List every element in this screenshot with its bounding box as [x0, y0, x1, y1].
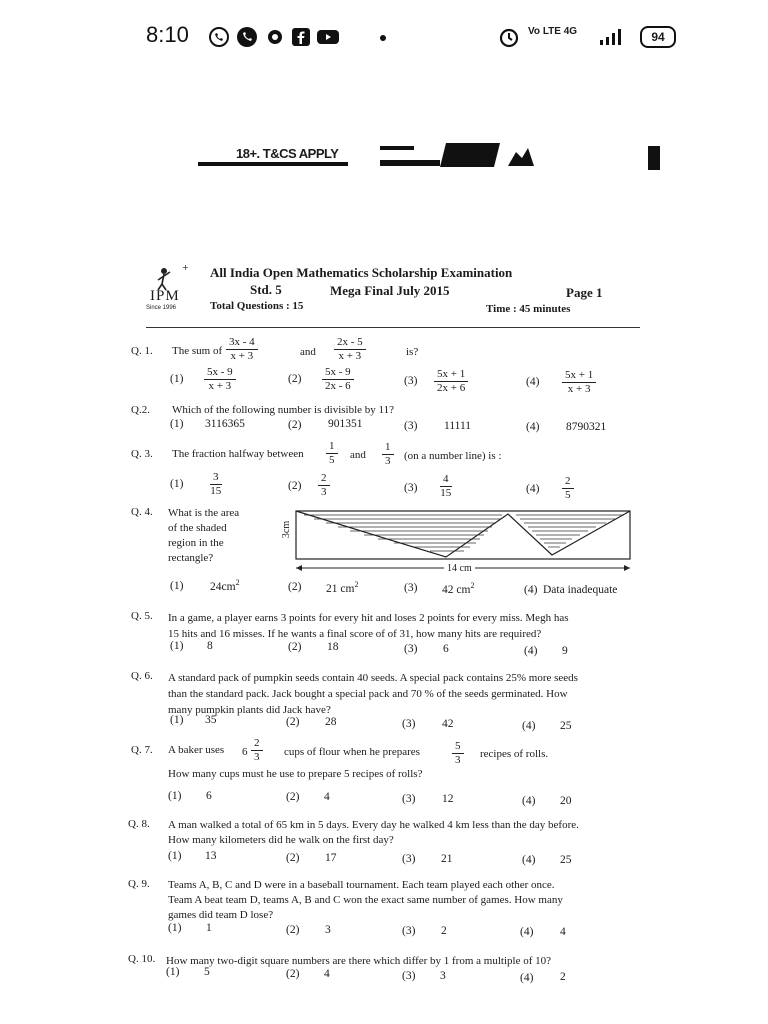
option-value[interactable]: $24cm^2$ [210, 578, 240, 593]
standard-label: Std. 5 [250, 282, 282, 297]
option-label[interactable]: (4) [526, 376, 540, 388]
question-text-block: A man walked a total of 65 km in 5 days. Every day he walked 4 km less than the day before. How many kilometers did he walk on the first day? [168, 819, 579, 846]
option-value[interactable]: Data inadequate [543, 584, 618, 596]
ad-banner-bar [198, 162, 348, 166]
option-value[interactable]: 4 [560, 926, 566, 938]
question-number: Q. 4. [131, 506, 153, 518]
option-label[interactable]: (3) [402, 925, 416, 937]
question-text: is? [406, 346, 419, 358]
question-number: Q.2. [131, 404, 150, 416]
option-value[interactable]: $\frac{5x - 9}{x + 3}$ [204, 366, 236, 393]
ad-banner-bar [648, 146, 660, 170]
option-label[interactable]: (4) [522, 720, 536, 732]
option-value[interactable]: $\frac{5x - 9}{2x - 6}$ [322, 366, 354, 393]
option-value[interactable]: 17 [325, 852, 337, 864]
option-value[interactable]: $\frac{5x + 1}{x + 3}$ [562, 369, 596, 396]
svg-text:+: + [182, 263, 189, 272]
exam-title: All India Open Mathematics Scholarship Examination [210, 265, 513, 280]
option-label[interactable]: (1) [170, 418, 184, 430]
option-value[interactable]: 5 [204, 966, 210, 978]
question-text: Which of the following number is divisible by 11? [172, 404, 394, 416]
option-value[interactable]: 9 [562, 645, 568, 657]
option-label[interactable]: (1) [170, 714, 184, 726]
question-text-block: Teams A, B, C and D were in a baseball tournament. Each team played each other once. Team A beat team D, teams A, B and C won the exact same number of games. How many games did team D lose? [168, 879, 563, 921]
ad-banner-image[interactable] [504, 146, 538, 168]
option-value[interactable]: 3 [440, 970, 446, 982]
option-value[interactable]: 3 [325, 924, 331, 936]
question-number: Q. 1. [131, 345, 153, 357]
option-label[interactable]: (3) [402, 970, 416, 982]
header-divider [146, 327, 640, 328]
option-label[interactable]: (3) [402, 853, 416, 865]
option-value[interactable]: 11111 [444, 420, 472, 432]
fraction: $\frac{2x - 5}{x + 3}$ [334, 336, 366, 363]
option-value[interactable]: 12 [442, 793, 454, 805]
question-number: Q. 8. [128, 818, 150, 830]
question-text: How many two-digit square numbers are there which differ by 1 from a multiple of 10? [166, 955, 551, 967]
fraction: $\frac{2}{3}$ [251, 737, 263, 764]
option-value[interactable]: 25 [560, 720, 572, 732]
option-label[interactable]: (1) [170, 580, 184, 592]
option-value[interactable]: 42 [442, 718, 454, 730]
height-label: 3cm [281, 520, 293, 539]
width-label: 14 cm [444, 563, 475, 574]
question-text: and [350, 449, 366, 461]
question-text-block: In a game, a player earns 3 points for every hit and loses 2 points for every miss. Megh has 15 hits and 16 misses. If he wants a final score of of 31, how many hits are required? [168, 612, 569, 640]
more-dot-icon [372, 26, 394, 48]
option-value[interactable]: 21 $cm^2$ [326, 580, 359, 595]
option-value[interactable]: 28 [325, 716, 337, 728]
option-label[interactable]: (1) [168, 850, 182, 862]
option-label[interactable]: (4) [520, 926, 534, 938]
option-value[interactable]: 3116365 [205, 418, 245, 430]
question-number: Q. 10. [128, 953, 156, 965]
option-label[interactable]: (3) [402, 793, 416, 805]
total-questions: Total Questions : 15 [210, 300, 304, 312]
option-value[interactable]: $\frac{2}{5}$ [562, 475, 574, 502]
shaded-rectangle-figure [290, 508, 636, 588]
option-label[interactable]: (4) [524, 645, 538, 657]
option-value[interactable]: 2 [560, 971, 566, 983]
option-label[interactable]: (1) [170, 373, 184, 385]
facebook-icon [290, 26, 312, 48]
option-label[interactable]: (1) [170, 640, 184, 652]
battery-icon: 94 [640, 26, 676, 48]
option-value[interactable]: 35 [205, 714, 217, 726]
option-label[interactable]: (2) [288, 373, 302, 385]
youtube-icon [316, 26, 338, 48]
option-label[interactable]: (4) [522, 854, 536, 866]
option-value[interactable]: $\frac{5x + 1}{2x + 6}$ [434, 368, 468, 395]
question-text: How many cups must he use to prepare 5 recipes of rolls? [168, 768, 423, 780]
option-label[interactable]: (3) [404, 482, 418, 494]
question-number: Q. 5. [131, 610, 153, 622]
question-text: A baker uses [168, 744, 225, 756]
edition-label: Mega Final July 2015 [330, 283, 450, 298]
fraction: $\frac{3x - 4}{x + 3}$ [226, 336, 258, 363]
option-label[interactable]: (3) [404, 375, 418, 387]
option-label[interactable]: (2) [288, 641, 302, 653]
option-value[interactable]: 20 [560, 795, 572, 807]
question-number: Q. 9. [128, 878, 150, 890]
logo-subtitle: Since 1996 [146, 305, 177, 311]
option-label[interactable]: (2) [286, 852, 300, 864]
ipm-logo [148, 262, 196, 314]
option-label[interactable]: (4) [522, 795, 536, 807]
option-value[interactable]: 6 [206, 790, 212, 802]
option-label[interactable]: (4) [526, 483, 540, 495]
question-text: cups of flour when he prepares [284, 746, 420, 758]
question-text: (on a number line) is : [404, 450, 502, 462]
option-value[interactable]: 21 [441, 853, 453, 865]
exam-time: Time : 45 minutes [486, 303, 571, 315]
fraction: $\frac{5}{3}$ [452, 740, 464, 767]
option-label[interactable]: (4) [526, 421, 540, 433]
call-icon [236, 26, 258, 48]
question-text: The fraction halfway between [172, 448, 304, 460]
logo-text: IPM [150, 288, 180, 304]
option-value[interactable]: 4 [324, 968, 330, 980]
status-time: 8:10 [146, 22, 189, 47]
option-value[interactable]: 4 [324, 791, 330, 803]
option-value[interactable]: 8790321 [566, 421, 607, 433]
option-label[interactable]: (4) [520, 972, 534, 984]
option-label[interactable]: (1) [170, 478, 184, 490]
option-label[interactable]: (1) [166, 966, 180, 978]
ad-banner-text[interactable]: 18+. T&CS APPLY [236, 146, 339, 161]
option-label[interactable]: (2) [286, 791, 300, 803]
fraction: $\frac{1}{5}$ [326, 440, 338, 467]
question-number: Q. 6. [131, 670, 153, 682]
ad-banner-bar [380, 160, 440, 166]
option-value[interactable]: 901351 [328, 418, 363, 430]
option-value[interactable]: 6 [443, 643, 449, 655]
option-value[interactable]: 18 [327, 641, 339, 653]
ad-banner-image[interactable] [440, 143, 500, 167]
page-number: Page 1 [566, 285, 603, 300]
status-bar [0, 0, 768, 72]
option-label[interactable]: (1) [168, 790, 182, 802]
option-label[interactable]: (2) [288, 581, 302, 593]
option-label[interactable]: (3) [404, 582, 418, 594]
signal-icon [598, 28, 632, 51]
question-text: and [300, 346, 316, 358]
question-text-block: A standard pack of pumpkin seeds contain 40 seeds. A special pack contains 25% more seeds than the standard pack. Jack bought a special pack and 70 % of the seeds germinated. How many pumpkin plants did Jack have? [168, 672, 578, 716]
option-label[interactable]: (1) [168, 922, 182, 934]
option-value[interactable]: 25 [560, 854, 572, 866]
whatsapp-icon [208, 26, 230, 48]
option-value[interactable]: 42 $cm^2$ [442, 581, 475, 596]
question-number: Q. 7. [131, 744, 153, 756]
option-label[interactable]: (3) [404, 420, 418, 432]
question-text-block: What is the area of the shaded region in the rectangle? [168, 507, 240, 564]
option-label[interactable]: (4) [524, 584, 538, 596]
question-text: The sum of [172, 345, 223, 357]
notification-dot-icon [264, 26, 286, 48]
option-label[interactable]: (2) [286, 924, 300, 936]
alarm-icon [498, 26, 520, 48]
mixed-whole: 6 [242, 746, 248, 758]
option-label[interactable]: (2) [286, 968, 300, 980]
option-label[interactable]: (3) [402, 718, 416, 730]
ad-banner-bar [380, 146, 414, 150]
option-label[interactable]: (2) [286, 716, 300, 728]
network-label: Vo LTE 4G [528, 26, 578, 37]
fraction: $\frac{1}{3}$ [382, 441, 394, 468]
option-value[interactable]: $\frac{3}{15}$ [210, 471, 222, 497]
option-value[interactable]: 2 [441, 925, 447, 937]
option-label[interactable]: (2) [288, 480, 302, 492]
question-text: recipes of rolls. [480, 748, 549, 760]
option-value[interactable]: $\frac{4}{15}$ [440, 473, 452, 499]
option-value[interactable]: 1 [206, 922, 212, 934]
question-number: Q. 3. [131, 448, 153, 460]
option-value[interactable]: $\frac{2}{3}$ [318, 472, 330, 499]
option-label[interactable]: (3) [404, 643, 418, 655]
option-value[interactable]: 8 [207, 640, 213, 652]
option-label[interactable]: (2) [288, 419, 302, 431]
option-value[interactable]: 13 [205, 850, 217, 862]
